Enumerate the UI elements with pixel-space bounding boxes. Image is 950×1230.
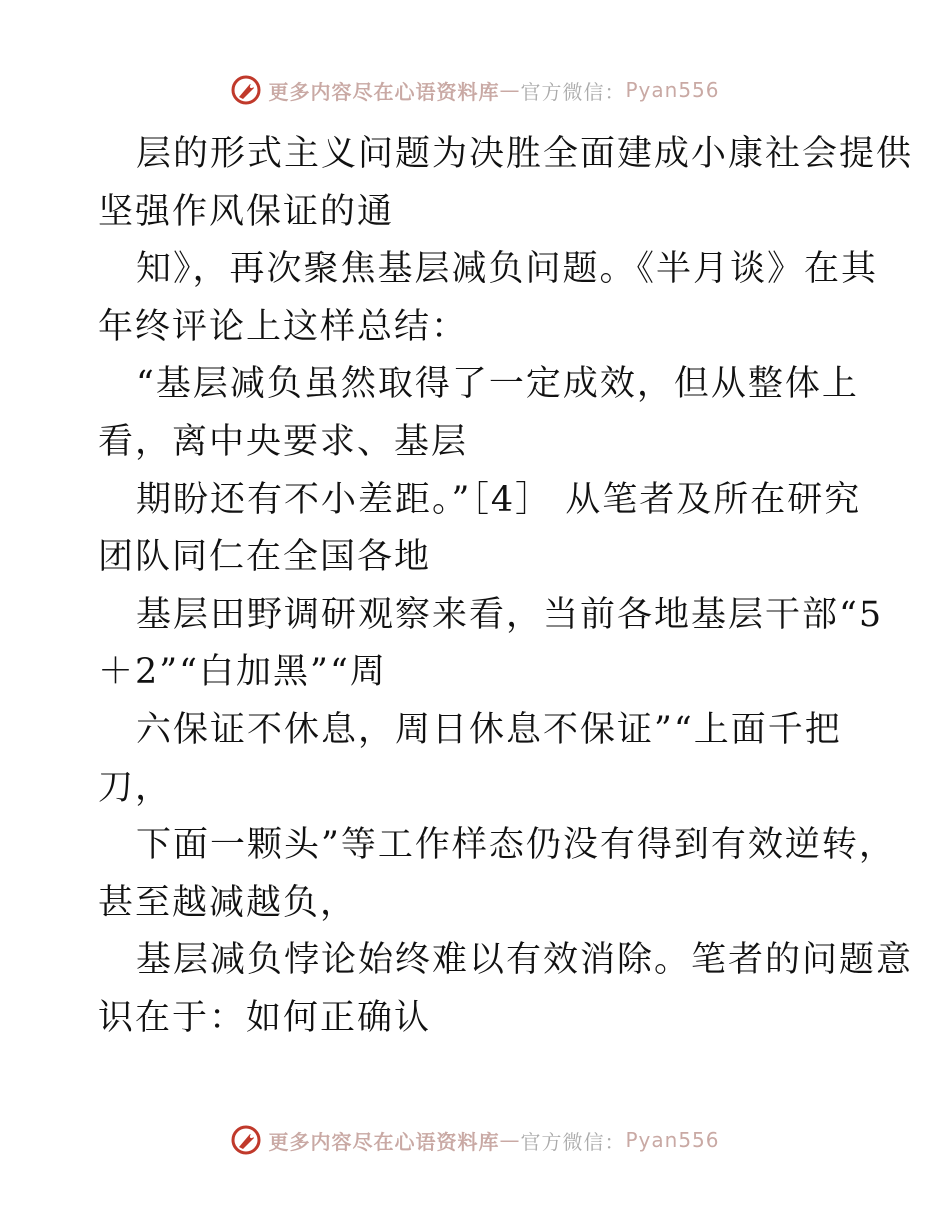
text-line: 年终评论上这样总结： [98, 306, 469, 347]
pen-nib-logo-icon [230, 74, 262, 106]
watermark-site-name: 更多内容尽在心语资料库 [268, 1129, 500, 1154]
pen-nib-logo-icon [230, 1124, 262, 1156]
watermark-wechat-label: 官方微信： [520, 79, 626, 104]
watermark-site-name: 更多内容尽在心语资料库 [268, 79, 500, 104]
text-line: 六保证不休息，周日休息不保证”“上面千把 [136, 709, 842, 750]
text-line: 识在于：如何正确认 [98, 997, 432, 1038]
text-line: 团队同仁在全国各地 [98, 537, 432, 578]
text-line: 层的形式主义问题为决胜全面建成小康社会提供 [136, 134, 914, 174]
watermark-wechat-label: 官方微信： [520, 1129, 626, 1154]
watermark-dash: — [499, 78, 521, 102]
text-line: 甚至越减越负， [98, 882, 358, 923]
watermark-dash: — [499, 1128, 521, 1152]
watermark-wechat-id: Pyan556 [625, 1128, 720, 1152]
text-line: 基层田野调研观察来看，当前各地基层干部“5 [136, 594, 884, 635]
text-line: ＋2”“白加黑”“周 [98, 652, 387, 693]
watermark-wechat-id: Pyan556 [625, 78, 720, 102]
document-body [98, 126, 914, 1048]
text-line: 基层减负悖论始终难以有效消除。笔者的问题意 [136, 940, 914, 981]
text-line: 刀， [98, 767, 173, 808]
text-line: 坚强作风保证的通 [98, 191, 395, 232]
footer-watermark [0, 1120, 950, 1160]
text-line: “基层减负虽然取得了一定成效，但从整体上 [136, 364, 859, 405]
header-watermark [0, 70, 950, 110]
text-line: 看，离中央要求、基层 [98, 421, 469, 462]
text-line: 期盼还有不小差距。”［4］ 从笔者及所在研究 [136, 479, 862, 520]
text-line: 下面一颗头”等工作样态仍没有得到有效逆转， [136, 825, 896, 866]
text-line: 知》，再次聚焦基层减负问题。《半月谈》在其 [136, 249, 879, 290]
